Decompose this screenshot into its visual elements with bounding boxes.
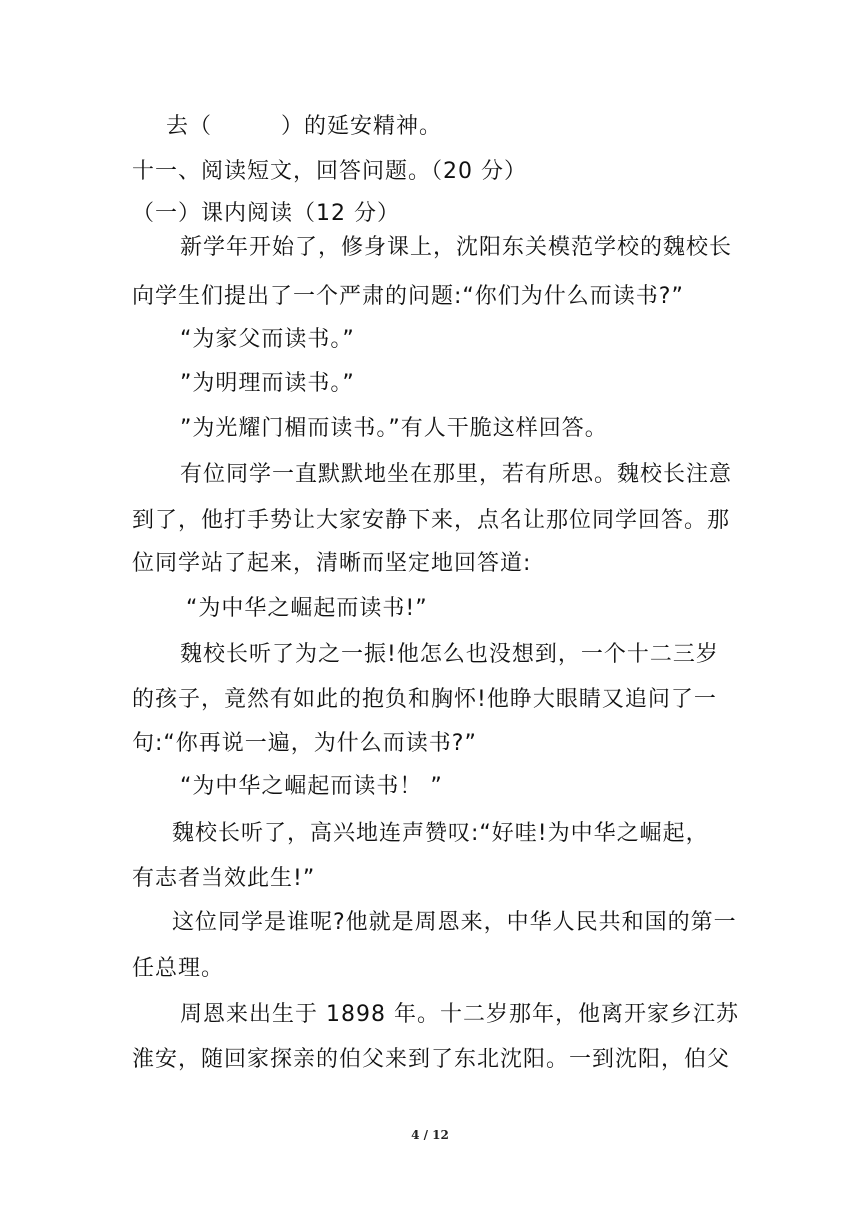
text-line-12: “为中华之崛起而读书!”	[186, 596, 428, 621]
text-line-7: ”为明理而读书。”	[180, 371, 355, 396]
text-line-4: 新学年开始了，修身课上，沈阳东关模范学校的魏校长	[180, 235, 733, 260]
text-line-18: 有志者当效此生!”	[132, 866, 316, 891]
text-line-9: 有位同学一直默默地坐在那里，若有所思。魏校长注意	[180, 462, 733, 487]
text-line-19: 这位同学是谁呢?他就是周恩来，中华人民共和国的第一	[172, 910, 737, 935]
text-line-15: 句:“你再说一遍，为什么而读书?”	[132, 731, 477, 756]
text-line-13: 魏校长听了为之一振!他怎么也没想到，一个十二三岁	[180, 642, 719, 667]
text-line-10: 到了，他打手势让大家安静下来，点名让那位同学回答。那	[132, 508, 731, 533]
text-line-21: 周恩来出生于 1898 年。十二岁那年，他离开家乡江苏	[180, 1002, 739, 1027]
page-number: 4 / 12	[411, 1128, 449, 1142]
text-line-20: 任总理。	[132, 956, 225, 981]
text-line-16: “为中华之崛起而读书！ ”	[180, 774, 443, 799]
text-line-11: 位同学站了起来，清晰而坚定地回答道:	[132, 551, 532, 576]
text-line-1: 去（ ）的延安精神。	[166, 114, 443, 139]
text-line-14: 的孩子，竟然有如此的抱负和胸怀!他睁大眼睛又追问了一	[132, 687, 717, 712]
text-line-5: 向学生们提出了一个严肃的问题:“你们为什么而读书?”	[132, 284, 684, 309]
text-line-6: “为家父而读书。”	[180, 327, 355, 352]
text-line-17: 魏校长听了，高兴地连声赞叹:“好哇!为中华之崛起，	[172, 821, 709, 846]
text-line-22: 淮安，随回家探亲的伯父来到了东北沈阳。一到沈阳，伯父	[132, 1047, 731, 1072]
section-heading: （一）课内阅读（12 分）	[132, 201, 400, 226]
text-line-8: ”为光耀门楣而读书。”有人干脆这样回答。	[180, 416, 608, 441]
question-heading: 十一、阅读短文，回答问题。（20 分）	[132, 159, 527, 184]
